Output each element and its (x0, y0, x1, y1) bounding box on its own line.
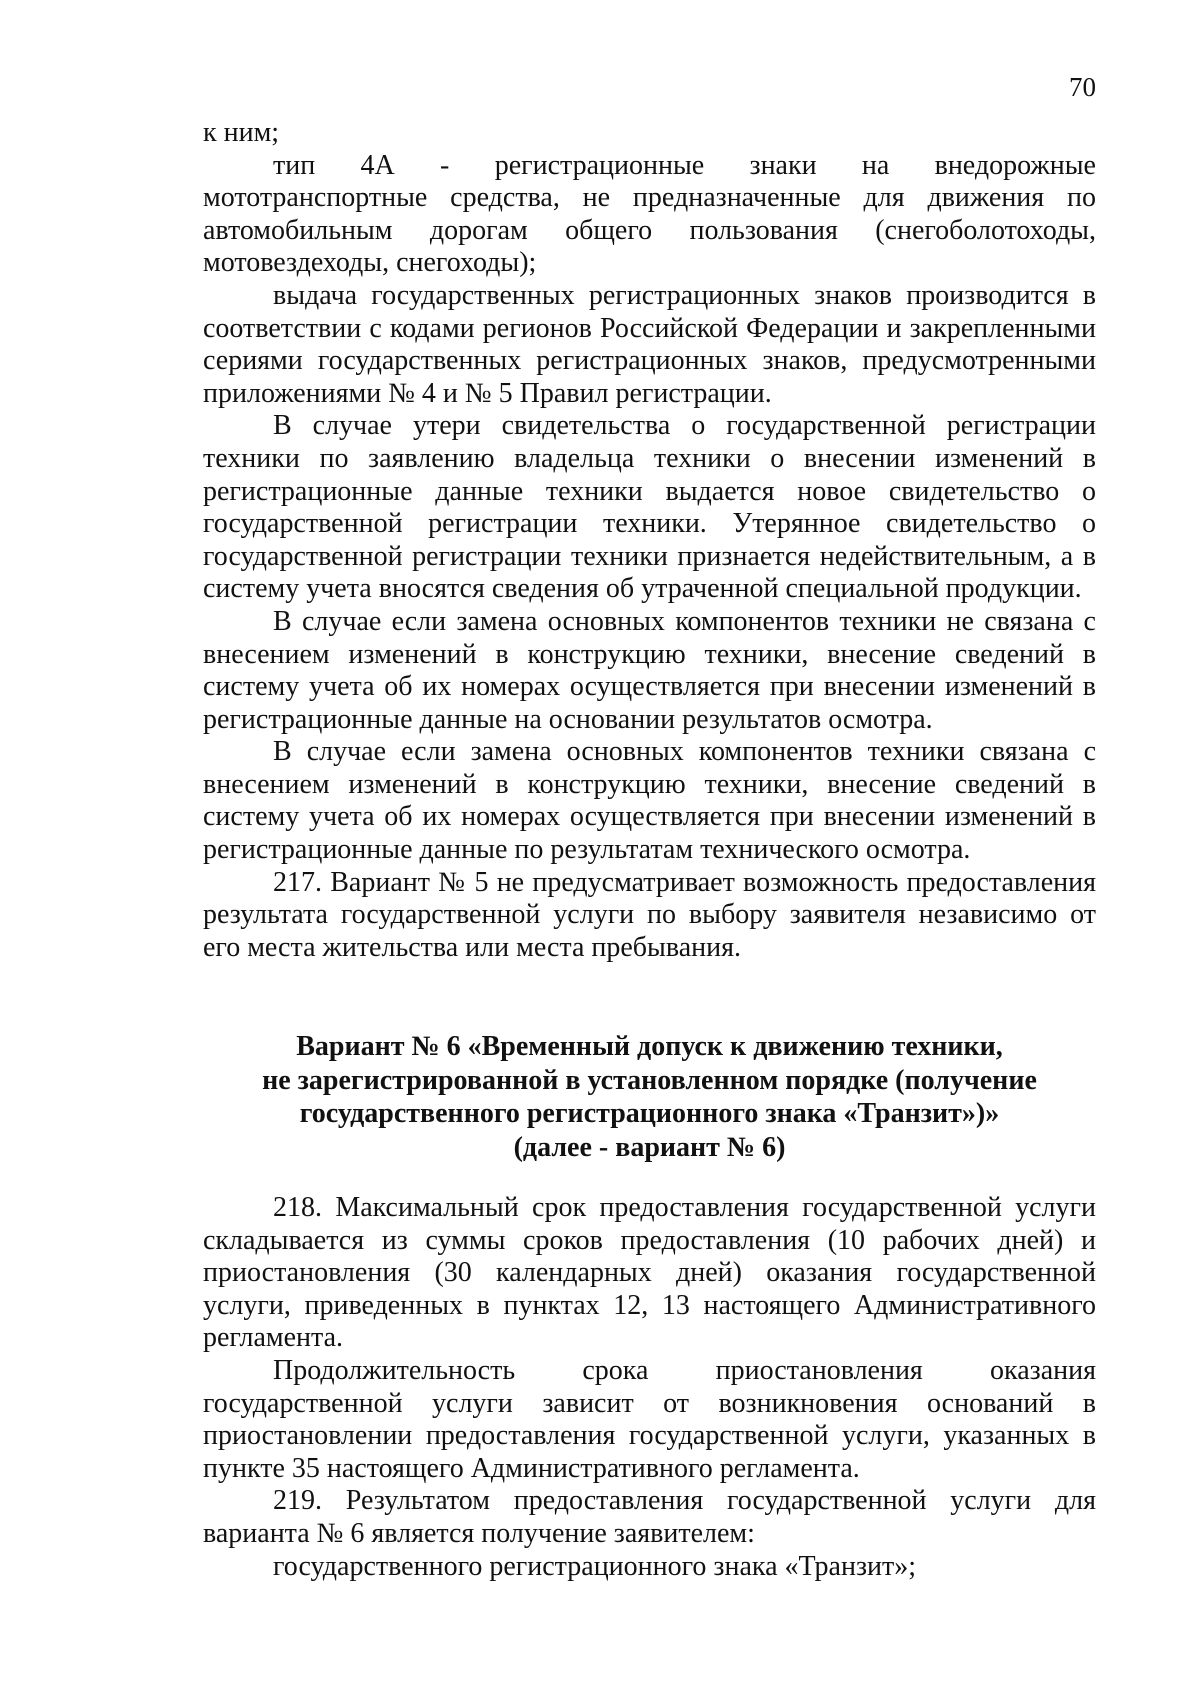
heading-line: не зарегистрированной в установленном порядке (получение (262, 1064, 1037, 1096)
paragraph-continuation: к ним; (203, 117, 280, 148)
paragraph-component-replacement-design-change: В случае если замена основных компонентов техники связана с внесением изменений в конструкцию техники, внесение сведений в систему учета об их номерах осуществляется при внесении изменений в регистрационные данные по результатам технического осмотра. (203, 736, 1096, 866)
paragraph-219: 219. Результатом предоставления государственной услуги для варианта № 6 является получение заявителем: (203, 1485, 1096, 1549)
paragraph-lost-certificate: В случае утери свидетельства о государственной регистрации техники по заявлению владельца техники о внесении изменений в регистрационные данные техники выдается новое свидетельство о государственной регистрации техники. Утерянное свидетельство о государственной регистрации техники признается недействительным, а в систему учета вносятся сведения об утраченной специальной продукции. (203, 410, 1096, 605)
paragraph-component-replacement-no-design-change: В случае если замена основных компонентов техники не связана с внесением изменений в конструкцию техники, внесение сведений в систему учета об их номерах осуществляется при внесении изменений в регистрационные данные на основании результатов осмотра. (203, 605, 1096, 735)
paragraph-217: 217. Вариант № 5 не предусматривает возможность предоставления результата государственной услуги по выбору заявителя независимо от его места жительства или места пребывания. (203, 866, 1096, 963)
paragraph-plate-issuance: выдача государственных регистрационных знаков производится в соответствии с кодами регионов Российской Федерации и закрепленными сериями государственных регистрационных знаков, предусмотренными приложениями № 4 и № 5 Правил регистрации. (203, 279, 1096, 409)
paragraph-transit-plate: государственного регистрационного знака «Транзит»; (273, 1550, 917, 1582)
page-number: 70 (1069, 72, 1096, 102)
section-heading-variant-6 (203, 1030, 1096, 1164)
paragraph-type-4a: тип 4А - регистрационные знаки на внедорожные мототранспортные средства, не предназначенные для движения по автомобильным дорогам общего пользования (снегоболотоходы, мотовездеходы, снегоходы); (203, 149, 1096, 279)
paragraph-218: 218. Максимальный срок предоставления государственной услуги складывается из суммы сроков предоставления (10 рабочих дней) и приостановления (30 календарных дней) оказания государственной услуги, приведенных в пунктах 12, 13 настоящего Административного регламента. (203, 1192, 1096, 1354)
paragraph-suspension-duration: Продолжительность срока приостановления оказания государственной услуги зависит от возникновения оснований в приостановлении предоставления государственной услуги, указанных в пункте 35 настоящего Административного регламента. (203, 1354, 1096, 1484)
heading-line: (далее - вариант № 6) (513, 1131, 786, 1163)
heading-line: государственного регистрационного знака «Транзит»)» (299, 1098, 1000, 1129)
heading-line: Вариант № 6 «Временный допуск к движению техники, (296, 1031, 1003, 1062)
main-text-bottom (203, 1192, 1096, 1583)
main-text-top (203, 117, 1096, 964)
